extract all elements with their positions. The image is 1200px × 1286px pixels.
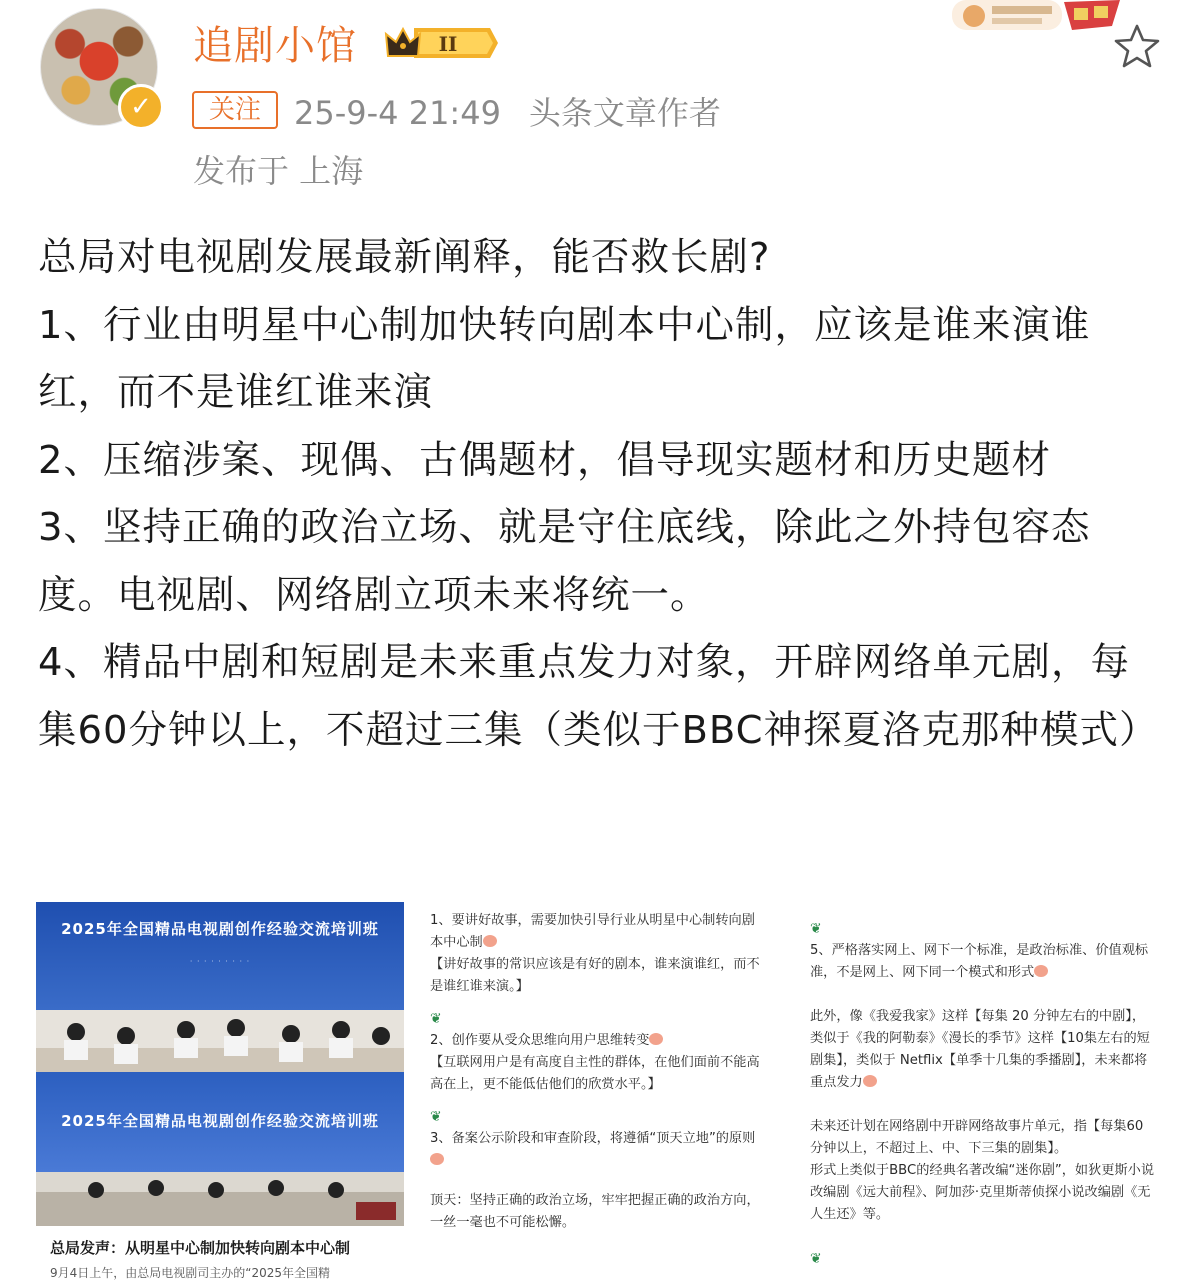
post-point-4: 4、精品中剧和短剧是未来重点发力对象，开辟网络单元剧，每集60分钟以上，不超过三集（类似于BBC神探夏洛克那种模式）	[38, 640, 1159, 753]
emoji-icon	[649, 1033, 663, 1045]
decorative-sticker-icon	[952, 0, 1122, 34]
crown-level-badge-icon	[384, 24, 500, 62]
leaf-icon: ❦	[810, 921, 822, 937]
photo-caption: 总局发声：从明星中心制加快转向剧本中心制	[50, 1239, 351, 1257]
image2-line-3: 2、创作要从受众思维向用户思维转变	[430, 1030, 768, 1052]
post-image-3[interactable]	[810, 918, 1156, 1270]
post-title: 总局对电视剧发展最新阐释，能否救长剧?	[38, 235, 771, 280]
post-point-1: 1、行业由明星中心制加快转向剧本中心制，应该是谁来演谁红，而不是谁红谁来演	[38, 302, 1091, 415]
post-point-3: 3、坚持正确的政治立场、就是守住底线，除此之外持包容态度。电视剧、网络剧立项未来将统一。	[38, 505, 1091, 618]
leaf-icon: ❦	[430, 1011, 442, 1027]
image3-line-2: 此外，像《我爱我家》这样【每集 20 分钟左右的中剧】，类似于《我的阿勒泰》《漫长的季节》这样【10集左右的短剧集】，类似于 Netflix【单季十几集的季播剧】，未来都将重点发力	[810, 1009, 1150, 1090]
photo-caption-sub: 9月4日上午，由总局电视剧司主办的“2025年全国精	[50, 1266, 331, 1280]
leaf-icon: ❦	[810, 1251, 822, 1267]
image3-line-3: 未来还计划在网络剧中开辟网络故事片单元，指【每集60分钟以上，不超过上、中、下三集的剧集】。	[810, 1119, 1144, 1156]
leaf-icon: ❦	[430, 1109, 442, 1125]
emoji-icon	[1034, 965, 1048, 977]
emoji-icon	[863, 1075, 877, 1087]
post-image-2[interactable]	[430, 910, 768, 1234]
badge-level-text: II	[438, 32, 458, 56]
image2-line-5: 3、备案公示阶段和审查阶段，将遵循“顶天立地”的原则	[430, 1128, 768, 1172]
emoji-icon	[430, 1153, 444, 1165]
location: 发布于 上海	[193, 152, 364, 190]
audience-photo-bottom	[36, 1172, 404, 1226]
post-meta	[294, 88, 721, 134]
timestamp: 25-9-4 21:49	[294, 94, 501, 132]
post-body	[38, 224, 1158, 764]
image2-line-6: 顶天：坚持正确的政治立场，牢牢把握正确的政治方向，一丝一毫也不可能松懈。	[430, 1193, 760, 1230]
post-image-1[interactable]	[36, 902, 404, 1226]
audience-photo-top	[36, 1010, 404, 1072]
author-tag: 头条文章作者	[528, 94, 721, 132]
post-point-2: 2、压缩涉案、现偶、古偶题材，倡导现实题材和历史题材	[38, 437, 1051, 483]
image2-line-4: 【互联网用户是有高度自主性的群体，在他们面前不能高高在上，更不能低估他们的欣赏水平。】	[430, 1055, 760, 1092]
banner-top: 2025年全国精品电视剧创作经验交流培训班 · · · · · · · · ·	[36, 902, 404, 1010]
image2-line-1: 1、要讲好故事，需要加快引导行业从明星中心制转向剧本中心制	[430, 913, 755, 950]
image3-line-4: 形式上类似于BBC的经典名著改编“迷你剧”，如狄更斯小说改编剧《远大前程》、阿加莎·克里斯蒂侦探小说改编剧《无人生还》等。	[810, 1163, 1155, 1222]
follow-button[interactable]: 关注	[192, 91, 278, 129]
image3-line-1: 5、严格落实网上、网下一个标准，是政治标准、价值观标准，不是网上、网下同一个模式和形式	[810, 943, 1149, 980]
image2-line-2: 【讲好故事的常识应该是有好的剧本，谁来演谁红，而不是谁红谁来演。】	[430, 957, 760, 994]
username[interactable]: 追剧小馆	[193, 23, 357, 69]
verified-badge-icon: ✓	[118, 84, 164, 130]
banner-bottom: 2025年全国精品电视剧创作经验交流培训班	[36, 1072, 404, 1172]
favorite-star-icon[interactable]	[1112, 22, 1162, 72]
emoji-icon	[483, 935, 497, 947]
